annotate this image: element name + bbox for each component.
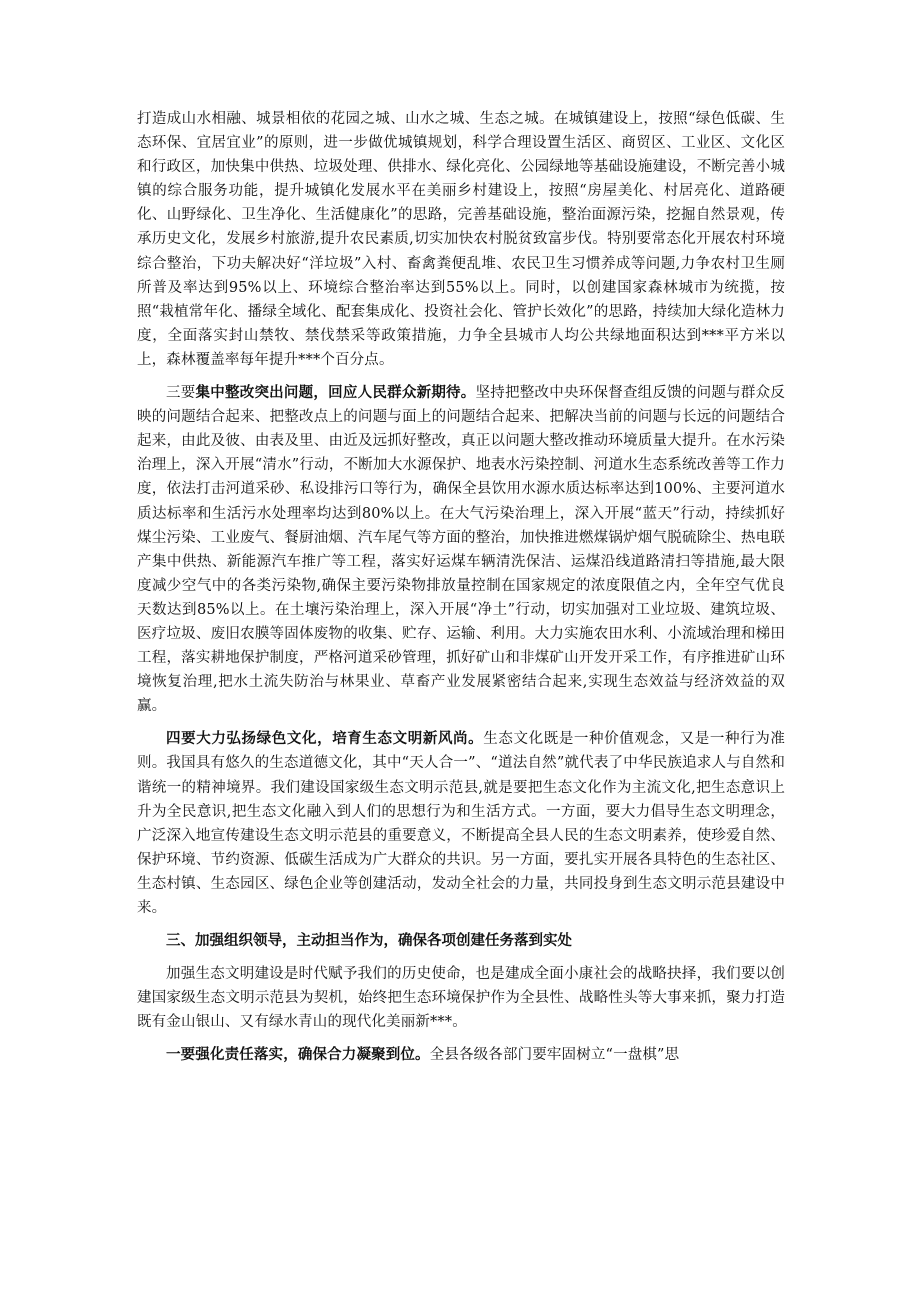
paragraph-body: 坚持把整改中央环保督查组反馈的问题与群众反映的问题结合起来、把整改点上的问题与面上的问题结合起来、把解决当前的问题与长远的问题结合起来，由此及彼、由表及里、由近及远抓好整改，真正以问题大整改推动环境质量大提升。在水污染治理上，深入开展“清水”行动，不断加大水源保护、地表水污染控制、河道水生态系统改善等工作力度，依法打击河道采砂、私设排污口等行为，确保全县饮用水源水质达标率达到100%、主要河道水质达标率和生活污水处理率均达到80%以上。在大气污染治理上，深入开展“蓝天”行动，持续抓好煤尘污染、工业废气、餐厨油烟、汽车尾气等方面的整治，加快推进燃煤锅炉烟气脱硫除尘、热电联产集中供热、新能源汽车推广等工程，落实好运煤车辆清洗保洁、运煤沿线道路清扫等措施,最大限度减少空气中的各类污染物,确保主要污染物排放量控制在国家规定的浓度限值之内，全年空气优良天数达到85%以上。在土壤污染治理上，深入开展“净土”行动，切实加强对工业垃圾、建筑垃圾、医疗垃圾、废旧农膜等固体废物的收集、贮存、运输、利用。大力实施农田水利、小流域治理和梯田工程，落实耕地保护制度，严格河道采砂管理，抓好矿山和非煤矿山开发开采工作，有序推进矿山环境恢复治理,把水土流失防治与林果业、草畜产业发展紧密结合起来,实现生态效益与经济效益的双赢。 <box>137 385 785 715</box>
paragraph-urban-rural-greening <box>137 107 785 372</box>
paragraph-body: 加强生态文明建设是时代赋予我们的历史使命，也是建成全面小康社会的战略抉择，我们要以创建国家级生态文明示范县为契机，始终把生态环境保护作为全县性、战略性头等大事来抓，聚力打造既有金山银山、又有绿水青山的现代化美丽新***。 <box>137 966 785 1031</box>
paragraph-rectify-problems <box>137 381 785 718</box>
paragraph-body: 全县各级各部门要牢固树立“一盘棋”思 <box>429 1047 680 1064</box>
paragraph-green-culture <box>137 727 785 920</box>
paragraph-body: 生态文化既是一种价值观念，又是一种行为准则。我国具有悠久的生态道德文化，其中“天人合一”、“道法自然”就代表了中华民族追求人与自然和谐统一的精神境界。我们建设国家级生态文明示范县,就是要把生态文化作为主流文化,把生态意识上升为全民意识,把生态文化融入到人们的思想行为和生活方式。一方面，要大力倡导生态文明理念，广泛深入地宣传建设生态文明示范县的重要意义，不断提高全县人民的生态文明素养，使珍爱自然、保护环境、节约资源、低碳生活成为广大群众的共识。另一方面，要扎实开展各具特色的生态社区、生态村镇、生态园区、绿色企业等创建活动，发动全社会的力量，共同投身到生态文明示范县建设中来。 <box>137 731 785 916</box>
paragraph-responsibility <box>137 1043 785 1067</box>
document-page <box>137 107 785 1077</box>
paragraph-lead: 集中整改突出问题，回应人民群众新期待。 <box>195 384 476 402</box>
paragraph-body: 打造成山水相融、城景相依的花园之城、山水之城、生态之城。在城镇建设上，按照“绿色低碳、生态环保、宜居宜业”的原则，进一步做优城镇规划，科学合理设置生活区、商贸区、工业区、文化区和行政区，加快集中供热、垃圾处理、供排水、绿化亮化、公园绿地等基础设施建设，不断完善小城镇的综合服务功能，提升城镇化发展水平在美丽乡村建设上，按照“房屋美化、村居亮化、道路硬化、山野绿化、卫生净化、生活健康化”的思路，完善基础设施，整治面源污染，挖掘自然景观，传承历史文化，发展乡村旅游,提升农民素质,切实加快农村脱贫致富步伐。特别要常态化开展农村环境综合整治，下功夫解决好“洋垃圾”入村、畜禽粪便乱堆、农民卫生习惯养成等问题,力争农村卫生厕所普及率达到95%以上、环境综合整治率达到55%以上。同时，以创建国家森林城市为统揽，按照“栽植常年化、播绿全域化、配套集成化、投资社会化、管护长效化”的思路，持续加大绿化造林力度，全面落实封山禁牧、禁伐禁采等政策措施，力争全县城市人均公共绿地面积达到***平方米以上，森林覆盖率每年提升***个百分点。 <box>137 111 785 368</box>
section-heading: 三、加强组织领导，主动担当作为，确保各项创建任务落到实处 <box>166 932 572 950</box>
paragraph-historic-mission <box>137 962 785 1034</box>
paragraph-lead: 四要大力弘扬绿色文化，培育生态文明新风尚。 <box>166 730 484 748</box>
paragraph-lead: 一要强化责任落实，确保合力凝聚到位。 <box>166 1046 430 1064</box>
paragraph-prefix: 三要 <box>166 385 196 402</box>
